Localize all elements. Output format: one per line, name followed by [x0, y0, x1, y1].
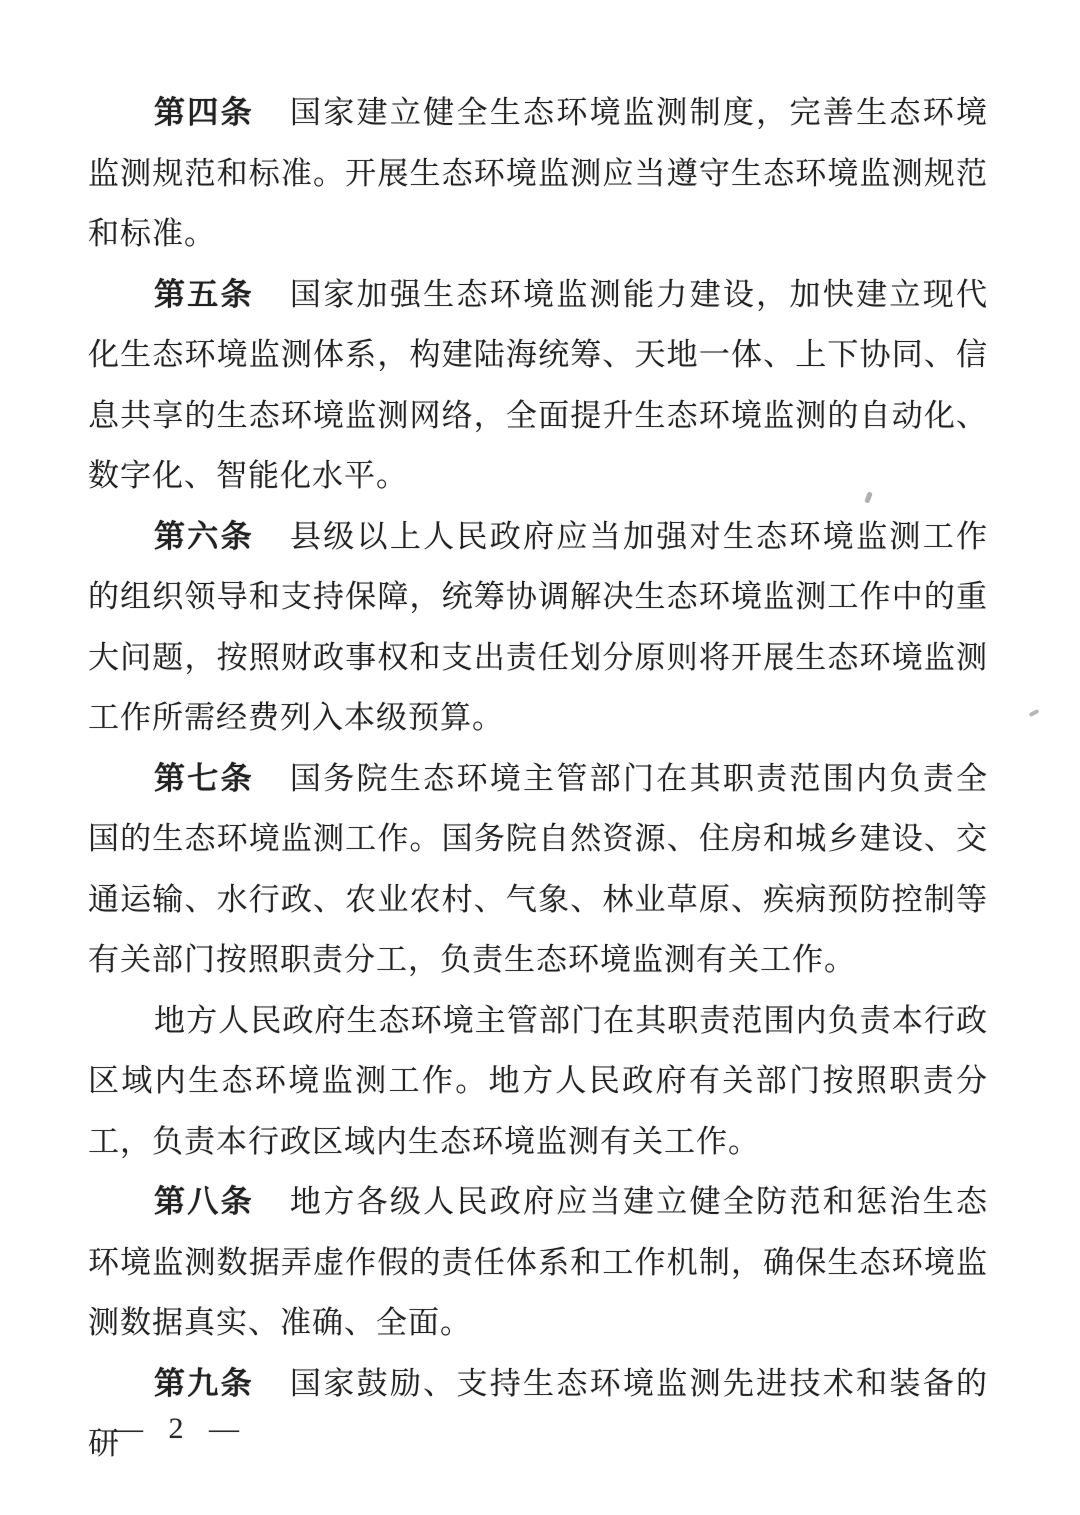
article-6-text: 县级以上人民政府应当加强对生态环境监测工作的组织领导和支持保障，统筹协调解决生态环境监测工作中的重大问题，按照财政事权和支出责任划分原则将开展生态环境监测工作所需经费列入本级预算。	[88, 518, 989, 735]
article-7-number: 第七条	[154, 760, 254, 796]
paragraph-local-government-text: 地方人民政府生态环境主管部门在其职责范围内负责本行政区域内生态环境监测工作。地方人民政府有关部门按照职责分工，负责本行政区域内生态环境监测有关工作。	[88, 1002, 988, 1159]
article-6-number: 第六条	[154, 518, 254, 554]
article-7-text: 国务院生态环境主管部门在其职责范围内负责全国的生态环境监测工作。国务院自然资源、住房和城乡建设、交通运输、水行政、农业农村、气象、林业草原、疾病预防控制等有关部门按照职责分工，负责生态环境监测有关工作。	[88, 760, 989, 977]
paragraph-article-8	[88, 1172, 988, 1354]
document-body	[88, 83, 988, 1475]
scan-speck	[1029, 709, 1040, 717]
paragraph-article-5	[88, 265, 988, 507]
article-8-number: 第八条	[154, 1184, 254, 1219]
article-9-number: 第九条	[154, 1365, 254, 1401]
paragraph-article-7	[88, 749, 988, 991]
article-5-number: 第五条	[154, 276, 254, 312]
article-4-text: 国家建立健全生态环境监测制度，完善生态环境监测规范和标准。开展生态环境监测应当遵守生态环境监测规范和标准。	[88, 95, 989, 251]
paragraph-article-6	[88, 507, 988, 749]
paragraph-local-government	[88, 991, 988, 1173]
article-8-text: 地方各级人民政府应当建立健全防范和惩治生态环境监测数据弄虚作假的责任体系和工作机制，确保生态环境监测数据真实、准确、全面。	[88, 1184, 989, 1340]
paragraph-article-4	[88, 83, 988, 265]
page-number: — 2 —	[113, 1412, 248, 1445]
article-5-text: 国家加强生态环境监测能力建设，加快建立现代化生态环境监测体系，构建陆海统筹、天地一体、上下协同、信息共享的生态环境监测网络，全面提升生态环境监测的自动化、数字化、智能化水平。	[88, 276, 989, 493]
article-4-number: 第四条	[154, 95, 254, 130]
article-9-text: 国家鼓励、支持生态环境监测先进技术和装备的研	[88, 1365, 989, 1461]
